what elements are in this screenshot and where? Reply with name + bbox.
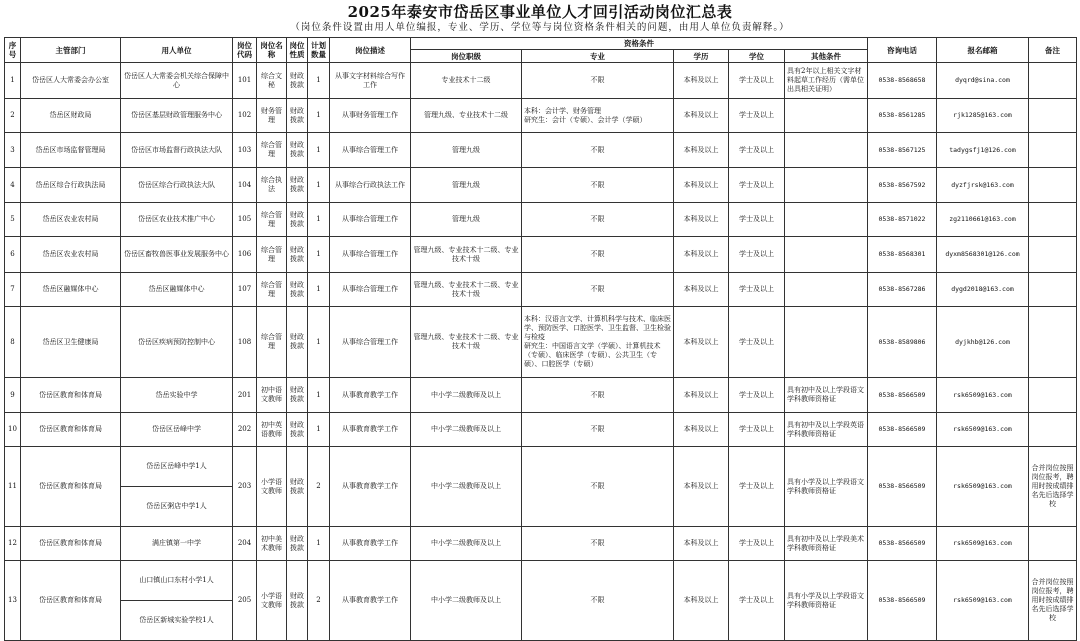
- cell-nature: 财政拨款: [287, 527, 308, 561]
- header-count: 计划数量: [308, 38, 330, 63]
- cell-nature: 财政拨款: [287, 307, 308, 378]
- cell-phone: 0538-8566509: [868, 561, 937, 641]
- cell-level: 管理九级: [411, 203, 522, 237]
- table-row: [5, 527, 1077, 561]
- cell-other: [785, 203, 868, 237]
- cell-code: 201: [233, 378, 257, 413]
- cell-nature: 财政拨款: [287, 203, 308, 237]
- cell-level: 中小学二级教师及以上: [411, 413, 522, 447]
- cell-major: 本科：会计学、财务管理 研究生：会计（专硕）、会计学（学硕）: [522, 99, 674, 133]
- header-degree: 学位: [729, 50, 785, 63]
- cell-edu: 本科及以上: [674, 168, 729, 203]
- table-row: [5, 413, 1077, 447]
- cell-name: 初中语文教师: [257, 378, 287, 413]
- cell-other: [785, 273, 868, 307]
- cell-nature: 财政拨款: [287, 63, 308, 99]
- header-nature: 岗位性质: [287, 38, 308, 63]
- cell-level: 中小学二级教师及以上: [411, 527, 522, 561]
- cell-dept: 岱岳区卫生健康局: [21, 307, 121, 378]
- table-row: [5, 133, 1077, 168]
- cell-edu: 本科及以上: [674, 273, 729, 307]
- header-email: 报名邮箱: [937, 38, 1029, 63]
- cell-phone: 0538-8566509: [868, 527, 937, 561]
- cell-other: 具有初中及以上学段英语学科教师资格证: [785, 413, 868, 447]
- header-dept: 主管部门: [21, 38, 121, 63]
- cell-seq: 6: [5, 237, 21, 273]
- cell-nature: 财政拨款: [287, 413, 308, 447]
- header-unit: 用人单位: [121, 38, 233, 63]
- cell-count: 1: [308, 63, 330, 99]
- cell-desc: 从事教育教学工作: [330, 527, 411, 561]
- table-row: [5, 63, 1077, 99]
- cell-other: [785, 99, 868, 133]
- cell-edu: 本科及以上: [674, 203, 729, 237]
- cell-name: 综合管理: [257, 273, 287, 307]
- cell-desc: 从事综合行政执法工作: [330, 168, 411, 203]
- header-qual: 资格条件: [411, 38, 868, 50]
- cell-major: 不限: [522, 63, 674, 99]
- cell-edu: 本科及以上: [674, 307, 729, 378]
- cell-email: dyxm8568301@126.com: [937, 237, 1029, 273]
- page-subtitle: （岗位条件设置由用人单位编报，专业、学历、学位等与岗位资格条件相关的问题，由用人单位负责解释。）: [290, 22, 790, 33]
- cell-email: dyjkhb@126.com: [937, 307, 1029, 378]
- cell-other: [785, 237, 868, 273]
- cell-note: [1029, 307, 1077, 378]
- cell-nature: 财政拨款: [287, 447, 308, 527]
- cell-phone: 0538-8589806: [868, 307, 937, 378]
- cell-email: dygd2018@163.com: [937, 273, 1029, 307]
- cell-edu: 本科及以上: [674, 133, 729, 168]
- cell-other: 具有2年以上相关文字材料起草工作经历（需单位出具相关证明）: [785, 63, 868, 99]
- cell-level: 管理九级: [411, 168, 522, 203]
- cell-degree: 学士及以上: [729, 99, 785, 133]
- cell-unit: 岱岳区综合行政执法大队: [121, 168, 233, 203]
- cell-name: 小学语文教师: [257, 447, 287, 527]
- cell-unit: 岱岳区岳峰中学: [121, 413, 233, 447]
- cell-major: 不限: [522, 133, 674, 168]
- cell-dept: 岱岳区农业农村局: [21, 203, 121, 237]
- cell-desc: 从事综合管理工作: [330, 307, 411, 378]
- header-phone: 咨询电话: [868, 38, 937, 63]
- cell-email: zg2110661@163.com: [937, 203, 1029, 237]
- cell-level: 管理九级、专业技术十二级、专业技术十级: [411, 237, 522, 273]
- cell-name: 综合管理: [257, 203, 287, 237]
- cell-nature: 财政拨款: [287, 561, 308, 641]
- header-edu: 学历: [674, 50, 729, 63]
- cell-desc: 从事教育教学工作: [330, 561, 411, 641]
- cell-phone: 0538-8566509: [868, 378, 937, 413]
- cell-name: 综合文秘: [257, 63, 287, 99]
- cell-code: 205: [233, 561, 257, 641]
- header-other: 其他条件: [785, 50, 868, 63]
- cell-dept: 岱岳区教育和体育局: [21, 527, 121, 561]
- page-title: 2025年泰安市岱岳区事业单位人才回引活动岗位汇总表: [347, 3, 733, 21]
- cell-desc: 从事综合管理工作: [330, 237, 411, 273]
- cell-major: 不限: [522, 561, 674, 641]
- cell-email: rsk6509@163.com: [937, 561, 1029, 641]
- table-row: [5, 203, 1077, 237]
- cell-email: rsk6509@163.com: [937, 527, 1029, 561]
- cell-code: 204: [233, 527, 257, 561]
- cell-level: 管理九级、专业技术十二级、专业技术十级: [411, 273, 522, 307]
- table-row: [5, 168, 1077, 203]
- cell-unit: 岱岳区岳峰中学1人: [121, 447, 233, 487]
- cell-email: tadygsfj1@126.com: [937, 133, 1029, 168]
- cell-degree: 学士及以上: [729, 447, 785, 527]
- cell-count: 1: [308, 273, 330, 307]
- cell-note: [1029, 273, 1077, 307]
- cell-dept: 岱岳区人大常委会办公室: [21, 63, 121, 99]
- cell-nature: 财政拨款: [287, 378, 308, 413]
- cell-unit: 岱岳实验中学: [121, 378, 233, 413]
- cell-email: rjk1285@163.com: [937, 99, 1029, 133]
- cell-name: 财务管理: [257, 99, 287, 133]
- cell-other: 具有小学及以上学段语文学科教师资格证: [785, 447, 868, 527]
- cell-edu: 本科及以上: [674, 413, 729, 447]
- cell-major: 不限: [522, 447, 674, 527]
- cell-unit: 岱岳区融媒体中心: [121, 273, 233, 307]
- cell-dept: 岱岳区教育和体育局: [21, 561, 121, 641]
- cell-dept: 岱岳区综合行政执法局: [21, 168, 121, 203]
- header-note: 备注: [1029, 38, 1077, 63]
- cell-note: [1029, 378, 1077, 413]
- cell-level: 专业技术十二级: [411, 63, 522, 99]
- cell-email: dyqrd@sina.com: [937, 63, 1029, 99]
- header-major: 专业: [522, 50, 674, 63]
- cell-other: [785, 168, 868, 203]
- cell-major: 不限: [522, 203, 674, 237]
- cell-other: 具有小学及以上学段语文学科教师资格证: [785, 561, 868, 641]
- cell-email: rsk6509@163.com: [937, 378, 1029, 413]
- cell-note: [1029, 63, 1077, 99]
- cell-degree: 学士及以上: [729, 273, 785, 307]
- table-row: [5, 99, 1077, 133]
- cell-dept: 岱岳区农业农村局: [21, 237, 121, 273]
- cell-count: 1: [308, 203, 330, 237]
- header-level: 岗位职级: [411, 50, 522, 63]
- cell-note: 合并岗位按照岗位报考，聘用时按成绩排名先后选择学校: [1029, 561, 1077, 641]
- cell-note: [1029, 203, 1077, 237]
- cell-seq: 12: [5, 527, 21, 561]
- cell-phone: 0538-8566509: [868, 447, 937, 527]
- cell-phone: 0538-8567125: [868, 133, 937, 168]
- cell-seq: 8: [5, 307, 21, 378]
- cell-edu: 本科及以上: [674, 99, 729, 133]
- cell-level: 管理九级、专业技术十二级: [411, 99, 522, 133]
- header-seq: 序号: [5, 38, 21, 63]
- cell-degree: 学士及以上: [729, 413, 785, 447]
- cell-count: 1: [308, 133, 330, 168]
- cell-level: 中小学二级教师及以上: [411, 447, 522, 527]
- cell-count: 1: [308, 527, 330, 561]
- cell-note: [1029, 237, 1077, 273]
- cell-seq: 5: [5, 203, 21, 237]
- cell-unit: 岱岳区畜牧兽医事业发展服务中心: [121, 237, 233, 273]
- cell-count: 1: [308, 99, 330, 133]
- cell-other: [785, 133, 868, 168]
- cell-note: [1029, 99, 1077, 133]
- cell-degree: 学士及以上: [729, 527, 785, 561]
- cell-phone: 0538-8571022: [868, 203, 937, 237]
- cell-dept: 岱岳区财政局: [21, 99, 121, 133]
- cell-desc: 从事综合管理工作: [330, 273, 411, 307]
- cell-major: 不限: [522, 378, 674, 413]
- table-row: [5, 561, 1077, 601]
- table-header-row: [5, 38, 1077, 50]
- table-row: [5, 307, 1077, 378]
- cell-other: 具有初中及以上学段语文学科教师资格证: [785, 378, 868, 413]
- cell-desc: 从事综合管理工作: [330, 133, 411, 168]
- table-row: [5, 447, 1077, 487]
- cell-nature: 财政拨款: [287, 237, 308, 273]
- cell-code: 104: [233, 168, 257, 203]
- cell-code: 102: [233, 99, 257, 133]
- cell-phone: 0538-8566509: [868, 413, 937, 447]
- cell-degree: 学士及以上: [729, 168, 785, 203]
- cell-seq: 13: [5, 561, 21, 641]
- cell-dept: 岱岳区教育和体育局: [21, 447, 121, 527]
- cell-phone: 0538-8567286: [868, 273, 937, 307]
- cell-seq: 4: [5, 168, 21, 203]
- cell-nature: 财政拨款: [287, 273, 308, 307]
- cell-dept: 岱岳区融媒体中心: [21, 273, 121, 307]
- cell-code: 202: [233, 413, 257, 447]
- cell-unit: 岱岳区疾病预防控制中心: [121, 307, 233, 378]
- cell-name: 初中美术教师: [257, 527, 287, 561]
- cell-count: 1: [308, 378, 330, 413]
- cell-seq: 10: [5, 413, 21, 447]
- cell-major: 不限: [522, 527, 674, 561]
- cell-other: 具有初中及以上学段美术学科教师资格证: [785, 527, 868, 561]
- cell-phone: 0538-8568658: [868, 63, 937, 99]
- cell-nature: 财政拨款: [287, 99, 308, 133]
- cell-edu: 本科及以上: [674, 378, 729, 413]
- cell-degree: 学士及以上: [729, 307, 785, 378]
- cell-unit: 山口镇山口东村小学1人: [121, 561, 233, 601]
- cell-name: 综合执法: [257, 168, 287, 203]
- cell-level: 中小学二级教师及以上: [411, 561, 522, 641]
- cell-note: [1029, 413, 1077, 447]
- cell-desc: 从事文字材料综合写作工作: [330, 63, 411, 99]
- cell-code: 203: [233, 447, 257, 527]
- cell-code: 106: [233, 237, 257, 273]
- cell-code: 105: [233, 203, 257, 237]
- cell-code: 108: [233, 307, 257, 378]
- cell-desc: 从事教育教学工作: [330, 447, 411, 527]
- cell-name: 综合管理: [257, 237, 287, 273]
- cell-unit: 岱岳区农业技术推广中心: [121, 203, 233, 237]
- cell-dept: 岱岳区市场监督管理局: [21, 133, 121, 168]
- cell-phone: 0538-8567592: [868, 168, 937, 203]
- cell-unit: 岱岳区新城实验学校1人: [121, 601, 233, 641]
- cell-phone: 0538-8568301: [868, 237, 937, 273]
- cell-note: [1029, 133, 1077, 168]
- cell-edu: 本科及以上: [674, 447, 729, 527]
- cell-email: rsk6509@163.com: [937, 413, 1029, 447]
- cell-nature: 财政拨款: [287, 133, 308, 168]
- cell-desc: 从事教育教学工作: [330, 413, 411, 447]
- cell-note: [1029, 527, 1077, 561]
- cell-degree: 学士及以上: [729, 561, 785, 641]
- cell-degree: 学士及以上: [729, 133, 785, 168]
- cell-seq: 9: [5, 378, 21, 413]
- cell-seq: 2: [5, 99, 21, 133]
- cell-edu: 本科及以上: [674, 561, 729, 641]
- cell-name: 初中英语教师: [257, 413, 287, 447]
- cell-dept: 岱岳区教育和体育局: [21, 378, 121, 413]
- cell-nature: 财政拨款: [287, 168, 308, 203]
- cell-level: 中小学二级教师及以上: [411, 378, 522, 413]
- cell-name: 综合管理: [257, 133, 287, 168]
- cell-major: 不限: [522, 237, 674, 273]
- cell-unit: 岱岳区粥店中学1人: [121, 487, 233, 527]
- cell-count: 1: [308, 413, 330, 447]
- cell-edu: 本科及以上: [674, 63, 729, 99]
- cell-major: 不限: [522, 273, 674, 307]
- table-row: [5, 237, 1077, 273]
- cell-name: 小学语文教师: [257, 561, 287, 641]
- cell-degree: 学士及以上: [729, 237, 785, 273]
- table-row: [5, 378, 1077, 413]
- cell-seq: 3: [5, 133, 21, 168]
- cell-major: 不限: [522, 413, 674, 447]
- cell-desc: 从事综合管理工作: [330, 203, 411, 237]
- cell-count: 1: [308, 307, 330, 378]
- cell-code: 101: [233, 63, 257, 99]
- cell-count: 1: [308, 237, 330, 273]
- cell-seq: 11: [5, 447, 21, 527]
- cell-seq: 7: [5, 273, 21, 307]
- cell-unit: 满庄镇第一中学: [121, 527, 233, 561]
- cell-email: rsk6509@163.com: [937, 447, 1029, 527]
- cell-level: 管理九级: [411, 133, 522, 168]
- cell-seq: 1: [5, 63, 21, 99]
- cell-name: 综合管理: [257, 307, 287, 378]
- cell-unit: 岱岳区基层财政管理服务中心: [121, 99, 233, 133]
- table-row: [5, 273, 1077, 307]
- cell-code: 103: [233, 133, 257, 168]
- cell-degree: 学士及以上: [729, 203, 785, 237]
- cell-desc: 从事财务管理工作: [330, 99, 411, 133]
- cell-count: 1: [308, 168, 330, 203]
- cell-unit: 岱岳区人大常委会机关综合保障中心: [121, 63, 233, 99]
- cell-edu: 本科及以上: [674, 237, 729, 273]
- cell-note: 合并岗位按照岗位报考，聘用时按成绩排名先后选择学校: [1029, 447, 1077, 527]
- cell-degree: 学士及以上: [729, 63, 785, 99]
- cell-major: 本科：汉语言文学、计算机科学与技术、临床医学、预防医学、口腔医学、卫生监督、卫生检验与检疫 研究生：中国语言文学（学硕）、计算机技术（专硕）、临床医学（专硕）、公共卫生（专硕）、口腔医学（专硕）: [522, 307, 674, 378]
- table-body: [5, 63, 1077, 641]
- cell-count: 2: [308, 561, 330, 641]
- cell-phone: 0538-8561285: [868, 99, 937, 133]
- header-name: 岗位名称: [257, 38, 287, 63]
- cell-code: 107: [233, 273, 257, 307]
- cell-desc: 从事教育教学工作: [330, 378, 411, 413]
- cell-unit: 岱岳区市场监督行政执法大队: [121, 133, 233, 168]
- cell-other: [785, 307, 868, 378]
- header-code: 岗位代码: [233, 38, 257, 63]
- cell-degree: 学士及以上: [729, 378, 785, 413]
- cell-count: 2: [308, 447, 330, 527]
- cell-dept: 岱岳区教育和体育局: [21, 413, 121, 447]
- header-desc: 岗位描述: [330, 38, 411, 63]
- cell-edu: 本科及以上: [674, 527, 729, 561]
- positions-table: [4, 37, 1077, 641]
- cell-major: 不限: [522, 168, 674, 203]
- cell-note: [1029, 168, 1077, 203]
- cell-email: dyzfjrsk@163.com: [937, 168, 1029, 203]
- cell-level: 管理九级、专业技术十二级、专业技术十级: [411, 307, 522, 378]
